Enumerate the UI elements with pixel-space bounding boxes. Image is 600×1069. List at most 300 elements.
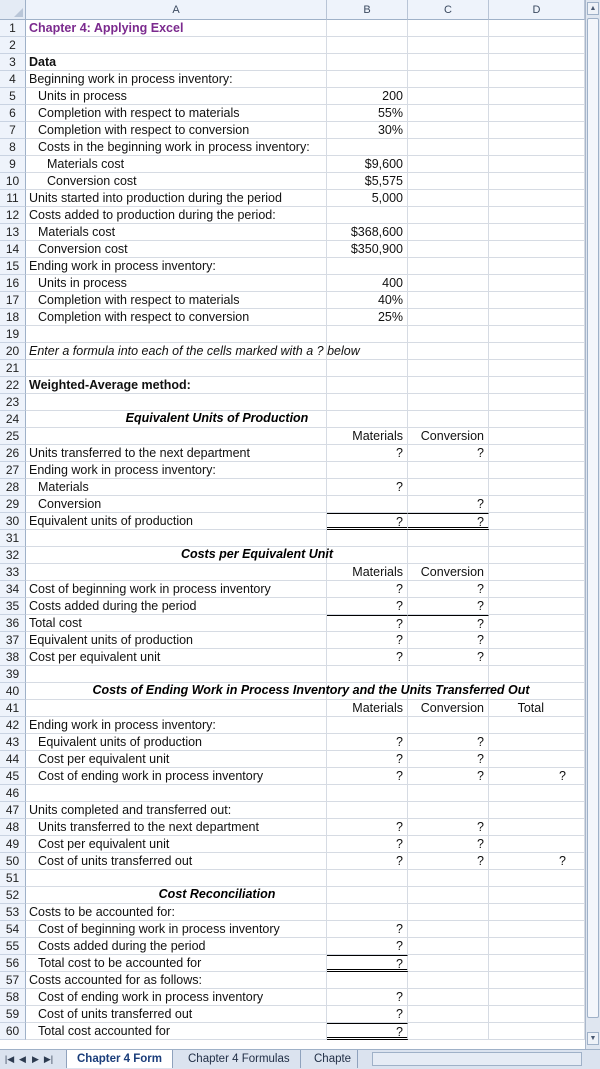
cell-d50[interactable] bbox=[489, 853, 585, 870]
cell-b43[interactable] bbox=[327, 734, 408, 751]
cell-d34[interactable] bbox=[489, 581, 585, 598]
column-header-c[interactable]: C bbox=[408, 0, 489, 20]
row-header[interactable]: 48 bbox=[0, 819, 26, 836]
cell-d44[interactable] bbox=[489, 751, 585, 768]
cell-d16[interactable] bbox=[489, 275, 585, 292]
cell-d10[interactable] bbox=[489, 173, 585, 190]
vertical-scrollbar[interactable] bbox=[585, 0, 600, 1049]
row-header[interactable]: 12 bbox=[0, 207, 26, 224]
cell-c33[interactable] bbox=[408, 564, 489, 581]
cell-b18[interactable] bbox=[327, 309, 408, 326]
row-header[interactable]: 6 bbox=[0, 105, 26, 122]
cell-c19[interactable] bbox=[408, 326, 489, 343]
cell-d33[interactable] bbox=[489, 564, 585, 581]
row-header[interactable]: 27 bbox=[0, 462, 26, 479]
cell-b60[interactable] bbox=[327, 1023, 408, 1040]
cell-b19[interactable] bbox=[327, 326, 408, 343]
cell-d29[interactable] bbox=[489, 496, 585, 513]
cell-a22[interactable] bbox=[26, 377, 327, 394]
cell-b41[interactable] bbox=[327, 700, 408, 717]
cell-d37[interactable] bbox=[489, 632, 585, 649]
row-header[interactable]: 33 bbox=[0, 564, 26, 581]
cell-a38[interactable] bbox=[26, 649, 327, 666]
cell-a57[interactable] bbox=[26, 972, 327, 989]
cell-b30[interactable] bbox=[327, 513, 408, 530]
cell-d41[interactable] bbox=[489, 700, 585, 717]
cell-d13[interactable] bbox=[489, 224, 585, 241]
cell-d45[interactable] bbox=[489, 768, 585, 785]
cell-b22[interactable] bbox=[327, 377, 408, 394]
cell-c49[interactable] bbox=[408, 836, 489, 853]
cell-c53[interactable] bbox=[408, 904, 489, 921]
cell-d21[interactable] bbox=[489, 360, 585, 377]
cell-b25[interactable] bbox=[327, 428, 408, 445]
cell-d24[interactable] bbox=[489, 411, 585, 428]
cell-b53[interactable] bbox=[327, 904, 408, 921]
cell-b20[interactable] bbox=[327, 343, 408, 360]
cell-a53[interactable] bbox=[26, 904, 327, 921]
cell-b7[interactable] bbox=[327, 122, 408, 139]
row-header[interactable]: 43 bbox=[0, 734, 26, 751]
scroll-up-icon[interactable]: ▲ bbox=[587, 2, 599, 15]
row-header[interactable]: 60 bbox=[0, 1023, 26, 1040]
cell-a14[interactable] bbox=[26, 241, 327, 258]
cell-c28[interactable] bbox=[408, 479, 489, 496]
cell-a39[interactable] bbox=[26, 666, 327, 683]
cell-c36[interactable] bbox=[408, 615, 489, 632]
cell-d49[interactable] bbox=[489, 836, 585, 853]
cell-d59[interactable] bbox=[489, 1006, 585, 1023]
cell-d15[interactable] bbox=[489, 258, 585, 275]
row-header[interactable]: 4 bbox=[0, 71, 26, 88]
cell-c59[interactable] bbox=[408, 1006, 489, 1023]
cell-b6[interactable] bbox=[327, 105, 408, 122]
cell-b27[interactable] bbox=[327, 462, 408, 479]
cell-d47[interactable] bbox=[489, 802, 585, 819]
cell-c23[interactable] bbox=[408, 394, 489, 411]
cell-a18[interactable] bbox=[26, 309, 327, 326]
cell-d42[interactable] bbox=[489, 717, 585, 734]
cell-a11[interactable] bbox=[26, 190, 327, 207]
cell-a56[interactable] bbox=[26, 955, 327, 972]
cell-b56[interactable] bbox=[327, 955, 408, 972]
cell-d31[interactable] bbox=[489, 530, 585, 547]
cell-a34[interactable] bbox=[26, 581, 327, 598]
cell-a59[interactable] bbox=[26, 1006, 327, 1023]
cell-d14[interactable] bbox=[489, 241, 585, 258]
row-header[interactable]: 24 bbox=[0, 411, 26, 428]
cell-b42[interactable] bbox=[327, 717, 408, 734]
row-header[interactable]: 54 bbox=[0, 921, 26, 938]
cell-c57[interactable] bbox=[408, 972, 489, 989]
cell-d5[interactable] bbox=[489, 88, 585, 105]
cell-d6[interactable] bbox=[489, 105, 585, 122]
cell-c4[interactable] bbox=[408, 71, 489, 88]
cell-b59[interactable] bbox=[327, 1006, 408, 1023]
cell-a58[interactable] bbox=[26, 989, 327, 1006]
cell-b45[interactable] bbox=[327, 768, 408, 785]
row-header[interactable]: 37 bbox=[0, 632, 26, 649]
cell-a27[interactable] bbox=[26, 462, 327, 479]
cell-a35[interactable] bbox=[26, 598, 327, 615]
cell-b9[interactable] bbox=[327, 156, 408, 173]
cell-b14[interactable] bbox=[327, 241, 408, 258]
cell-b16[interactable] bbox=[327, 275, 408, 292]
select-all-corner[interactable] bbox=[0, 0, 26, 20]
cell-d36[interactable] bbox=[489, 615, 585, 632]
cell-b12[interactable] bbox=[327, 207, 408, 224]
cell-c13[interactable] bbox=[408, 224, 489, 241]
cell-c9[interactable] bbox=[408, 156, 489, 173]
row-header[interactable]: 9 bbox=[0, 156, 26, 173]
row-header[interactable]: 21 bbox=[0, 360, 26, 377]
cell-c54[interactable] bbox=[408, 921, 489, 938]
cell-d51[interactable] bbox=[489, 870, 585, 887]
cell-d57[interactable] bbox=[489, 972, 585, 989]
cell-b46[interactable] bbox=[327, 785, 408, 802]
cell-b39[interactable] bbox=[327, 666, 408, 683]
cell-d58[interactable] bbox=[489, 989, 585, 1006]
cell-d52[interactable] bbox=[489, 887, 585, 904]
row-header[interactable]: 7 bbox=[0, 122, 26, 139]
row-header[interactable]: 1 bbox=[0, 20, 26, 37]
last-sheet-icon[interactable]: ▶| bbox=[43, 1054, 54, 1064]
row-header[interactable]: 2 bbox=[0, 37, 26, 54]
cell-c20[interactable] bbox=[408, 343, 489, 360]
cell-a31[interactable] bbox=[26, 530, 327, 547]
cell-d8[interactable] bbox=[489, 139, 585, 156]
cell-c51[interactable] bbox=[408, 870, 489, 887]
column-header-a[interactable]: A bbox=[26, 0, 327, 20]
cell-a1[interactable] bbox=[26, 20, 327, 37]
cell-a12[interactable] bbox=[26, 207, 327, 224]
cell-c22[interactable] bbox=[408, 377, 489, 394]
cell-c26[interactable] bbox=[408, 445, 489, 462]
row-header[interactable]: 22 bbox=[0, 377, 26, 394]
cell-a20[interactable] bbox=[26, 343, 360, 360]
cell-a4[interactable] bbox=[26, 71, 327, 88]
cell-a42[interactable] bbox=[26, 717, 327, 734]
cell-b28[interactable] bbox=[327, 479, 408, 496]
tab-chapter-4-formulas[interactable]: Chapter 4 Formulas bbox=[178, 1050, 301, 1068]
cell-a23[interactable] bbox=[26, 394, 327, 411]
cell-d23[interactable] bbox=[489, 394, 585, 411]
row-header[interactable]: 56 bbox=[0, 955, 26, 972]
cell-d43[interactable] bbox=[489, 734, 585, 751]
cell-a51[interactable] bbox=[26, 870, 327, 887]
row-header[interactable]: 57 bbox=[0, 972, 26, 989]
scroll-thumb[interactable] bbox=[587, 18, 599, 1018]
cell-d4[interactable] bbox=[489, 71, 585, 88]
cell-a45[interactable] bbox=[26, 768, 327, 785]
row-header[interactable]: 26 bbox=[0, 445, 26, 462]
row-header[interactable]: 42 bbox=[0, 717, 26, 734]
cell-a48[interactable] bbox=[26, 819, 327, 836]
cell-a55[interactable] bbox=[26, 938, 327, 955]
row-header[interactable]: 34 bbox=[0, 581, 26, 598]
row-header[interactable]: 16 bbox=[0, 275, 26, 292]
row-header[interactable]: 52 bbox=[0, 887, 26, 904]
cell-a60[interactable] bbox=[26, 1023, 327, 1040]
cell-a13[interactable] bbox=[26, 224, 327, 241]
row-header[interactable]: 18 bbox=[0, 309, 26, 326]
cell-b37[interactable] bbox=[327, 632, 408, 649]
cell-b26[interactable] bbox=[327, 445, 408, 462]
cell-b21[interactable] bbox=[327, 360, 408, 377]
row-header[interactable]: 19 bbox=[0, 326, 26, 343]
row-header[interactable]: 28 bbox=[0, 479, 26, 496]
cell-d53[interactable] bbox=[489, 904, 585, 921]
cell-d27[interactable] bbox=[489, 462, 585, 479]
cell-c55[interactable] bbox=[408, 938, 489, 955]
cell-c48[interactable] bbox=[408, 819, 489, 836]
next-sheet-icon[interactable]: ▶ bbox=[32, 1054, 39, 1064]
cell-d7[interactable] bbox=[489, 122, 585, 139]
cell-a7[interactable] bbox=[26, 122, 327, 139]
row-header[interactable]: 5 bbox=[0, 88, 26, 105]
cell-c35[interactable] bbox=[408, 598, 489, 615]
cell-c44[interactable] bbox=[408, 751, 489, 768]
cell-b4[interactable] bbox=[327, 71, 408, 88]
row-header[interactable]: 23 bbox=[0, 394, 26, 411]
row-header[interactable]: 29 bbox=[0, 496, 26, 513]
cell-b44[interactable] bbox=[327, 751, 408, 768]
cell-b38[interactable] bbox=[327, 649, 408, 666]
row-header[interactable]: 53 bbox=[0, 904, 26, 921]
cell-c7[interactable] bbox=[408, 122, 489, 139]
cell-d1[interactable] bbox=[489, 20, 585, 37]
cell-d28[interactable] bbox=[489, 479, 585, 496]
row-header[interactable]: 13 bbox=[0, 224, 26, 241]
cell-d20[interactable] bbox=[489, 343, 585, 360]
row-header[interactable]: 59 bbox=[0, 1006, 26, 1023]
cell-b54[interactable] bbox=[327, 921, 408, 938]
row-header[interactable]: 40 bbox=[0, 683, 26, 700]
cell-a26[interactable] bbox=[26, 445, 327, 462]
cell-a17[interactable] bbox=[26, 292, 327, 309]
cell-c3[interactable] bbox=[408, 54, 489, 71]
cell-d26[interactable] bbox=[489, 445, 585, 462]
cell-c5[interactable] bbox=[408, 88, 489, 105]
cell-c27[interactable] bbox=[408, 462, 489, 479]
cell-d2[interactable] bbox=[489, 37, 585, 54]
cell-a21[interactable] bbox=[26, 360, 327, 377]
row-header[interactable]: 36 bbox=[0, 615, 26, 632]
cell-a54[interactable] bbox=[26, 921, 327, 938]
cell-a15[interactable] bbox=[26, 258, 327, 275]
row-header[interactable]: 3 bbox=[0, 54, 26, 71]
cell-a43[interactable] bbox=[26, 734, 327, 751]
cell-b49[interactable] bbox=[327, 836, 408, 853]
cell-a5[interactable] bbox=[26, 88, 327, 105]
cell-b5[interactable] bbox=[327, 88, 408, 105]
cell-c21[interactable] bbox=[408, 360, 489, 377]
row-header[interactable]: 51 bbox=[0, 870, 26, 887]
row-header[interactable]: 55 bbox=[0, 938, 26, 955]
cell-b17[interactable] bbox=[327, 292, 408, 309]
cell-a49[interactable] bbox=[26, 836, 327, 853]
prev-sheet-icon[interactable]: ◀ bbox=[19, 1054, 26, 1064]
cell-b13[interactable] bbox=[327, 224, 408, 241]
row-header[interactable]: 14 bbox=[0, 241, 26, 258]
cell-d19[interactable] bbox=[489, 326, 585, 343]
horizontal-scrollbar[interactable] bbox=[372, 1052, 582, 1066]
column-header-b[interactable]: B bbox=[327, 0, 408, 20]
scroll-down-icon[interactable]: ▼ bbox=[587, 1032, 599, 1045]
row-header[interactable]: 58 bbox=[0, 989, 26, 1006]
cell-d39[interactable] bbox=[489, 666, 585, 683]
cell-a41[interactable] bbox=[26, 700, 327, 717]
cell-a30[interactable] bbox=[26, 513, 327, 530]
cell-a46[interactable] bbox=[26, 785, 327, 802]
cell-c11[interactable] bbox=[408, 190, 489, 207]
row-header[interactable]: 38 bbox=[0, 649, 26, 666]
tab-chapter-4-form[interactable]: Chapter 4 Form bbox=[66, 1050, 173, 1068]
cell-b15[interactable] bbox=[327, 258, 408, 275]
cell-b2[interactable] bbox=[327, 37, 408, 54]
cell-c46[interactable] bbox=[408, 785, 489, 802]
cell-d35[interactable] bbox=[489, 598, 585, 615]
cell-d30[interactable] bbox=[489, 513, 585, 530]
cell-a36[interactable] bbox=[26, 615, 327, 632]
cell-b34[interactable] bbox=[327, 581, 408, 598]
row-header[interactable]: 49 bbox=[0, 836, 26, 853]
cell-d54[interactable] bbox=[489, 921, 585, 938]
cell-b58[interactable] bbox=[327, 989, 408, 1006]
cell-d55[interactable] bbox=[489, 938, 585, 955]
row-header[interactable]: 35 bbox=[0, 598, 26, 615]
cell-d22[interactable] bbox=[489, 377, 585, 394]
cell-b55[interactable] bbox=[327, 938, 408, 955]
cell-c30[interactable] bbox=[408, 513, 489, 530]
cell-c60[interactable] bbox=[408, 1023, 489, 1040]
cell-b48[interactable] bbox=[327, 819, 408, 836]
row-header[interactable]: 32 bbox=[0, 547, 26, 564]
cell-c24[interactable] bbox=[408, 411, 489, 428]
cell-d32[interactable] bbox=[489, 547, 585, 564]
cell-c25[interactable] bbox=[408, 428, 489, 445]
tab-chapter-truncated[interactable]: Chapte bbox=[308, 1050, 358, 1068]
row-header[interactable]: 47 bbox=[0, 802, 26, 819]
cell-b35[interactable] bbox=[327, 598, 408, 615]
cell-a50[interactable] bbox=[26, 853, 327, 870]
cell-a10[interactable] bbox=[26, 173, 327, 190]
cell-a37[interactable] bbox=[26, 632, 327, 649]
cell-c45[interactable] bbox=[408, 768, 489, 785]
cell-b1[interactable] bbox=[327, 20, 408, 37]
cell-b50[interactable] bbox=[327, 853, 408, 870]
cell-d9[interactable] bbox=[489, 156, 585, 173]
cell-c1[interactable] bbox=[408, 20, 489, 37]
cell-a9[interactable] bbox=[26, 156, 327, 173]
cell-c16[interactable] bbox=[408, 275, 489, 292]
cell-d3[interactable] bbox=[489, 54, 585, 71]
cell-c41[interactable] bbox=[408, 700, 489, 717]
row-header[interactable]: 17 bbox=[0, 292, 26, 309]
cell-c34[interactable] bbox=[408, 581, 489, 598]
row-header[interactable]: 20 bbox=[0, 343, 26, 360]
cell-c43[interactable] bbox=[408, 734, 489, 751]
row-header[interactable]: 30 bbox=[0, 513, 26, 530]
cell-a25[interactable] bbox=[26, 428, 327, 445]
cell-c42[interactable] bbox=[408, 717, 489, 734]
cell-d17[interactable] bbox=[489, 292, 585, 309]
row-header[interactable]: 46 bbox=[0, 785, 26, 802]
cell-c58[interactable] bbox=[408, 989, 489, 1006]
cell-b8[interactable] bbox=[327, 139, 408, 156]
cell-d56[interactable] bbox=[489, 955, 585, 972]
cell-c50[interactable] bbox=[408, 853, 489, 870]
cell-b29[interactable] bbox=[327, 496, 408, 513]
cell-c47[interactable] bbox=[408, 802, 489, 819]
first-sheet-icon[interactable]: |◀ bbox=[4, 1054, 15, 1064]
cell-c17[interactable] bbox=[408, 292, 489, 309]
cell-c29[interactable] bbox=[408, 496, 489, 513]
cell-d60[interactable] bbox=[489, 1023, 585, 1040]
cell-d12[interactable] bbox=[489, 207, 585, 224]
cell-c8[interactable] bbox=[408, 139, 489, 156]
cell-a2[interactable] bbox=[26, 37, 327, 54]
cell-a19[interactable] bbox=[26, 326, 327, 343]
cell-b31[interactable] bbox=[327, 530, 408, 547]
row-header[interactable]: 41 bbox=[0, 700, 26, 717]
row-header[interactable]: 11 bbox=[0, 190, 26, 207]
cell-a47[interactable] bbox=[26, 802, 327, 819]
cell-b3[interactable] bbox=[327, 54, 408, 71]
cell-c6[interactable] bbox=[408, 105, 489, 122]
cell-b10[interactable] bbox=[327, 173, 408, 190]
cell-a44[interactable] bbox=[26, 751, 327, 768]
cell-c39[interactable] bbox=[408, 666, 489, 683]
row-header[interactable]: 8 bbox=[0, 139, 26, 156]
cell-c14[interactable] bbox=[408, 241, 489, 258]
cell-c15[interactable] bbox=[408, 258, 489, 275]
row-header[interactable]: 45 bbox=[0, 768, 26, 785]
cell-b47[interactable] bbox=[327, 802, 408, 819]
cell-d38[interactable] bbox=[489, 649, 585, 666]
cell-a33[interactable] bbox=[26, 564, 327, 581]
cell-a28[interactable] bbox=[26, 479, 327, 496]
cell-b33[interactable] bbox=[327, 564, 408, 581]
row-header[interactable]: 31 bbox=[0, 530, 26, 547]
cell-d46[interactable] bbox=[489, 785, 585, 802]
cell-b11[interactable] bbox=[327, 190, 408, 207]
cell-d25[interactable] bbox=[489, 428, 585, 445]
cell-c38[interactable] bbox=[408, 649, 489, 666]
cell-a6[interactable] bbox=[26, 105, 327, 122]
column-header-d[interactable]: D bbox=[489, 0, 585, 20]
row-header[interactable]: 44 bbox=[0, 751, 26, 768]
cell-b51[interactable] bbox=[327, 870, 408, 887]
cell-c31[interactable] bbox=[408, 530, 489, 547]
cell-a16[interactable] bbox=[26, 275, 327, 292]
cell-c56[interactable] bbox=[408, 955, 489, 972]
cell-d48[interactable] bbox=[489, 819, 585, 836]
cell-b23[interactable] bbox=[327, 394, 408, 411]
cell-b57[interactable] bbox=[327, 972, 408, 989]
cell-c52[interactable] bbox=[408, 887, 489, 904]
cell-d11[interactable] bbox=[489, 190, 585, 207]
row-header[interactable]: 15 bbox=[0, 258, 26, 275]
row-header[interactable]: 10 bbox=[0, 173, 26, 190]
cell-c12[interactable] bbox=[408, 207, 489, 224]
row-header[interactable]: 50 bbox=[0, 853, 26, 870]
cell-c10[interactable] bbox=[408, 173, 489, 190]
cell-c2[interactable] bbox=[408, 37, 489, 54]
cell-a8[interactable] bbox=[26, 139, 327, 156]
cell-d18[interactable] bbox=[489, 309, 585, 326]
row-header[interactable]: 39 bbox=[0, 666, 26, 683]
